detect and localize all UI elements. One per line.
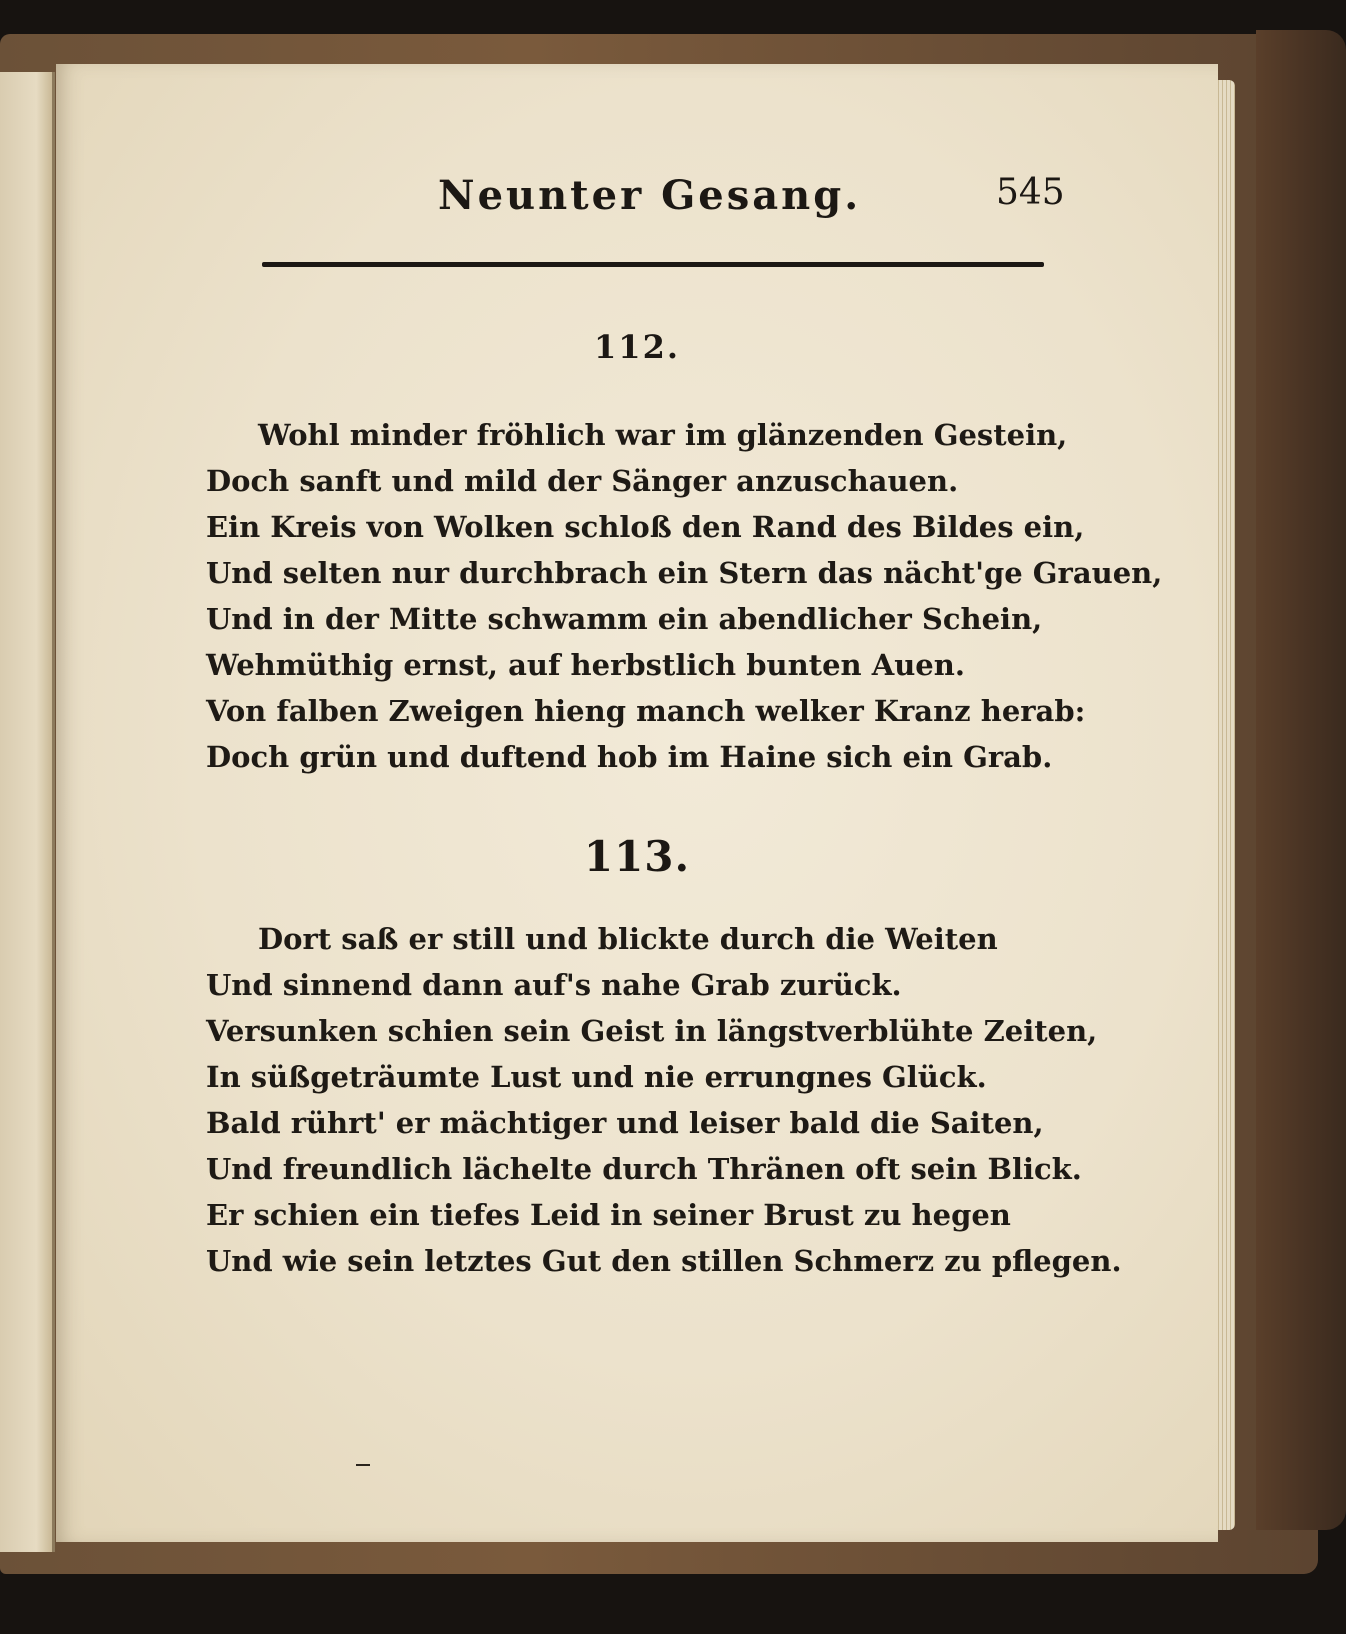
- verse-line: Und freundlich lächelte durch Thränen oft sein Blick.: [206, 1152, 1082, 1186]
- verse-line: In süßgeträumte Lust und nie errungnes Glück.: [206, 1060, 987, 1094]
- verse-line: Doch sanft und mild der Sänger anzuschauen.: [206, 464, 959, 498]
- page-number: 545: [996, 172, 1065, 213]
- book-page: [56, 64, 1218, 1542]
- verse-line: Wohl minder fröhlich war im glänzenden Gestein,: [258, 418, 1068, 452]
- stanza: [206, 412, 1162, 780]
- facing-page-edge: [0, 72, 55, 1552]
- verse-line: Er schien ein tiefes Leid in seiner Brust zu hegen: [206, 1198, 1011, 1232]
- verse-line: Doch grün und duftend hob im Haine sich ein Grab.: [206, 740, 1053, 774]
- stanza-number: 112.: [594, 328, 680, 366]
- verse-line: Bald rührt' er mächtiger und leiser bald die Saiten,: [206, 1106, 1044, 1140]
- running-head: [56, 172, 1218, 232]
- verse-line: Und in der Mitte schwamm ein abendlicher Schein,: [206, 602, 1043, 636]
- verse-line: Ein Kreis von Wolken schloß den Rand des Bildes ein,: [206, 510, 1085, 544]
- verse-line: Und sinnend dann auf's nahe Grab zurück.: [206, 968, 902, 1002]
- verse-line: Und wie sein letztes Gut den stillen Schmerz zu pflegen.: [206, 1244, 1122, 1278]
- chapter-title: Neunter Gesang.: [438, 172, 862, 219]
- verse-line: Versunken schien sein Geist in längstverblühte Zeiten,: [206, 1014, 1098, 1048]
- verse-line: Wehmüthig ernst, auf herbstlich bunten Auen.: [206, 648, 965, 682]
- stanza-number: 113.: [583, 832, 691, 881]
- verse-line: Dort saß er still und blickte durch die Weiten: [258, 922, 998, 956]
- ink-mark: [356, 1464, 370, 1466]
- verse-line: Und selten nur durchbrach ein Stern das nächt'ge Grauen,: [206, 556, 1163, 590]
- stanza: [206, 916, 1122, 1284]
- book-spine-edge: [1256, 30, 1346, 1530]
- header-rule: [262, 262, 1044, 267]
- verse-line: Von falben Zweigen hieng manch welker Kranz herab:: [206, 694, 1086, 728]
